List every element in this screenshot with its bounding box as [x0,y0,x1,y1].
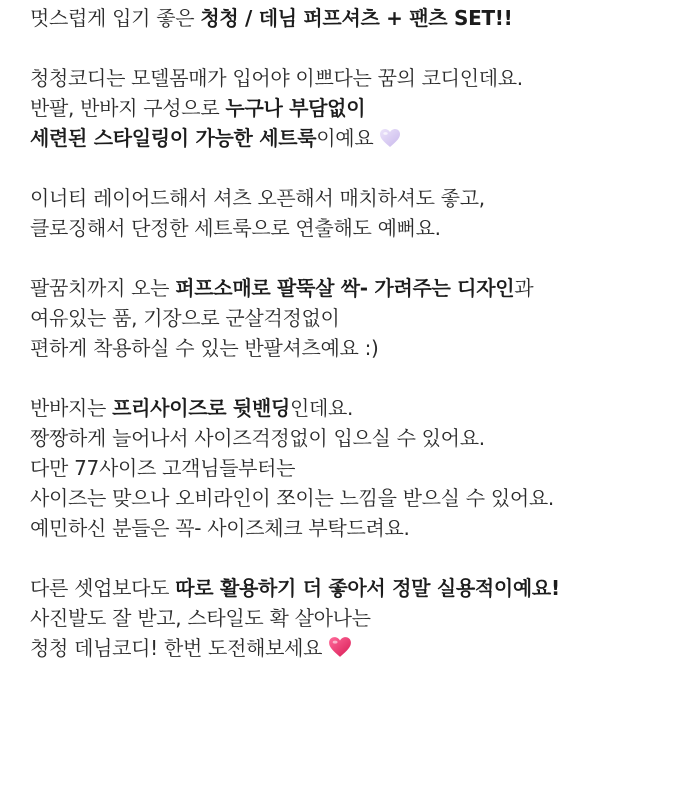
sleeve-text-1c: 과 [514,276,534,300]
intro-highlight: 청청 / 데님 퍼프셔츠 + 팬츠 SET!! [200,6,513,30]
sleeve-text-2: 여유있는 품, 기장으로 군살걱정없이 [30,306,340,330]
closing-highlight: 따로 활용하기 더 좋아서 정말 실용적이예요! [175,576,560,600]
closing-text-2: 사진발도 잘 받고, 스타일도 확 살아나는 [30,606,371,630]
shorts-text-2: 짱짱하게 늘어나서 사이즈걱정없이 입으실 수 있어요. [30,426,485,450]
styling-text-1: 청청코디는 모델몸매가 입어야 이쁘다는 꿈의 코디인데요. [30,66,523,90]
intro-text: 멋스럽게 입기 좋은 [30,6,201,30]
layering-line-2 [30,213,690,243]
shorts-text-4: 사이즈는 맞으나 오비라인이 쪼이는 느낌을 받으실 수 있어요. [30,486,554,510]
sleeve-text-1a: 팔꿈치까지 오는 [30,276,176,300]
sleeve-highlight: 퍼프소매로 팔뚝살 싹- 가려주는 디자인 [175,276,515,300]
pink-heart-icon [328,636,352,666]
shorts-line-3 [30,453,690,483]
spacer [30,363,690,393]
sleeve-line-3 [30,333,690,363]
sleeve-line-1 [30,273,690,303]
closing-line-3 [30,633,690,663]
spacer [30,153,690,183]
shorts-line-1 [30,393,690,423]
styling-highlight-3: 세련된 스타일링이 가능한 세트룩 [30,126,317,150]
shorts-line-4 [30,483,690,513]
sleeve-line-2 [30,303,690,333]
styling-text-3: 이예요 [316,126,374,150]
spacer [30,33,690,63]
layering-text-2: 클로징해서 단정한 세트룩으로 연출해도 예뻐요. [30,216,441,240]
shorts-text-5: 예민하신 분들은 꼭- 사이즈체크 부탁드려요. [30,516,410,540]
styling-highlight-2: 누구나 부담없이 [225,96,366,120]
shorts-text-3: 다만 77사이즈 고객님들부터는 [30,456,296,480]
layering-line-1 [30,183,690,213]
intro-line [30,3,690,33]
shorts-text-1a: 반바지는 [30,396,113,420]
shorts-line-5 [30,513,690,543]
sleeve-text-3: 편하게 착용하실 수 있는 반팔셔츠예요 :) [30,336,379,360]
spacer [30,243,690,273]
shorts-line-2 [30,423,690,453]
spacer [30,543,690,573]
purple-heart-icon [379,126,401,156]
closing-text-3: 청청 데님코디! 한번 도전해보세요 [30,636,323,660]
styling-text-2: 반팔, 반바지 구성으로 [30,96,226,120]
closing-line-2 [30,603,690,633]
styling-line-2 [30,93,690,123]
layering-text-1: 이너티 레이어드해서 셔츠 오픈해서 매치하셔도 좋고, [30,186,485,210]
closing-line-1 [30,573,690,603]
closing-text-1a: 다른 셋업보다도 [30,576,176,600]
shorts-highlight: 프리사이즈로 뒷밴딩 [112,396,290,420]
product-description [30,3,690,663]
shorts-text-1c: 인데요. [289,396,354,420]
styling-line-1 [30,63,690,93]
styling-line-3 [30,123,690,153]
